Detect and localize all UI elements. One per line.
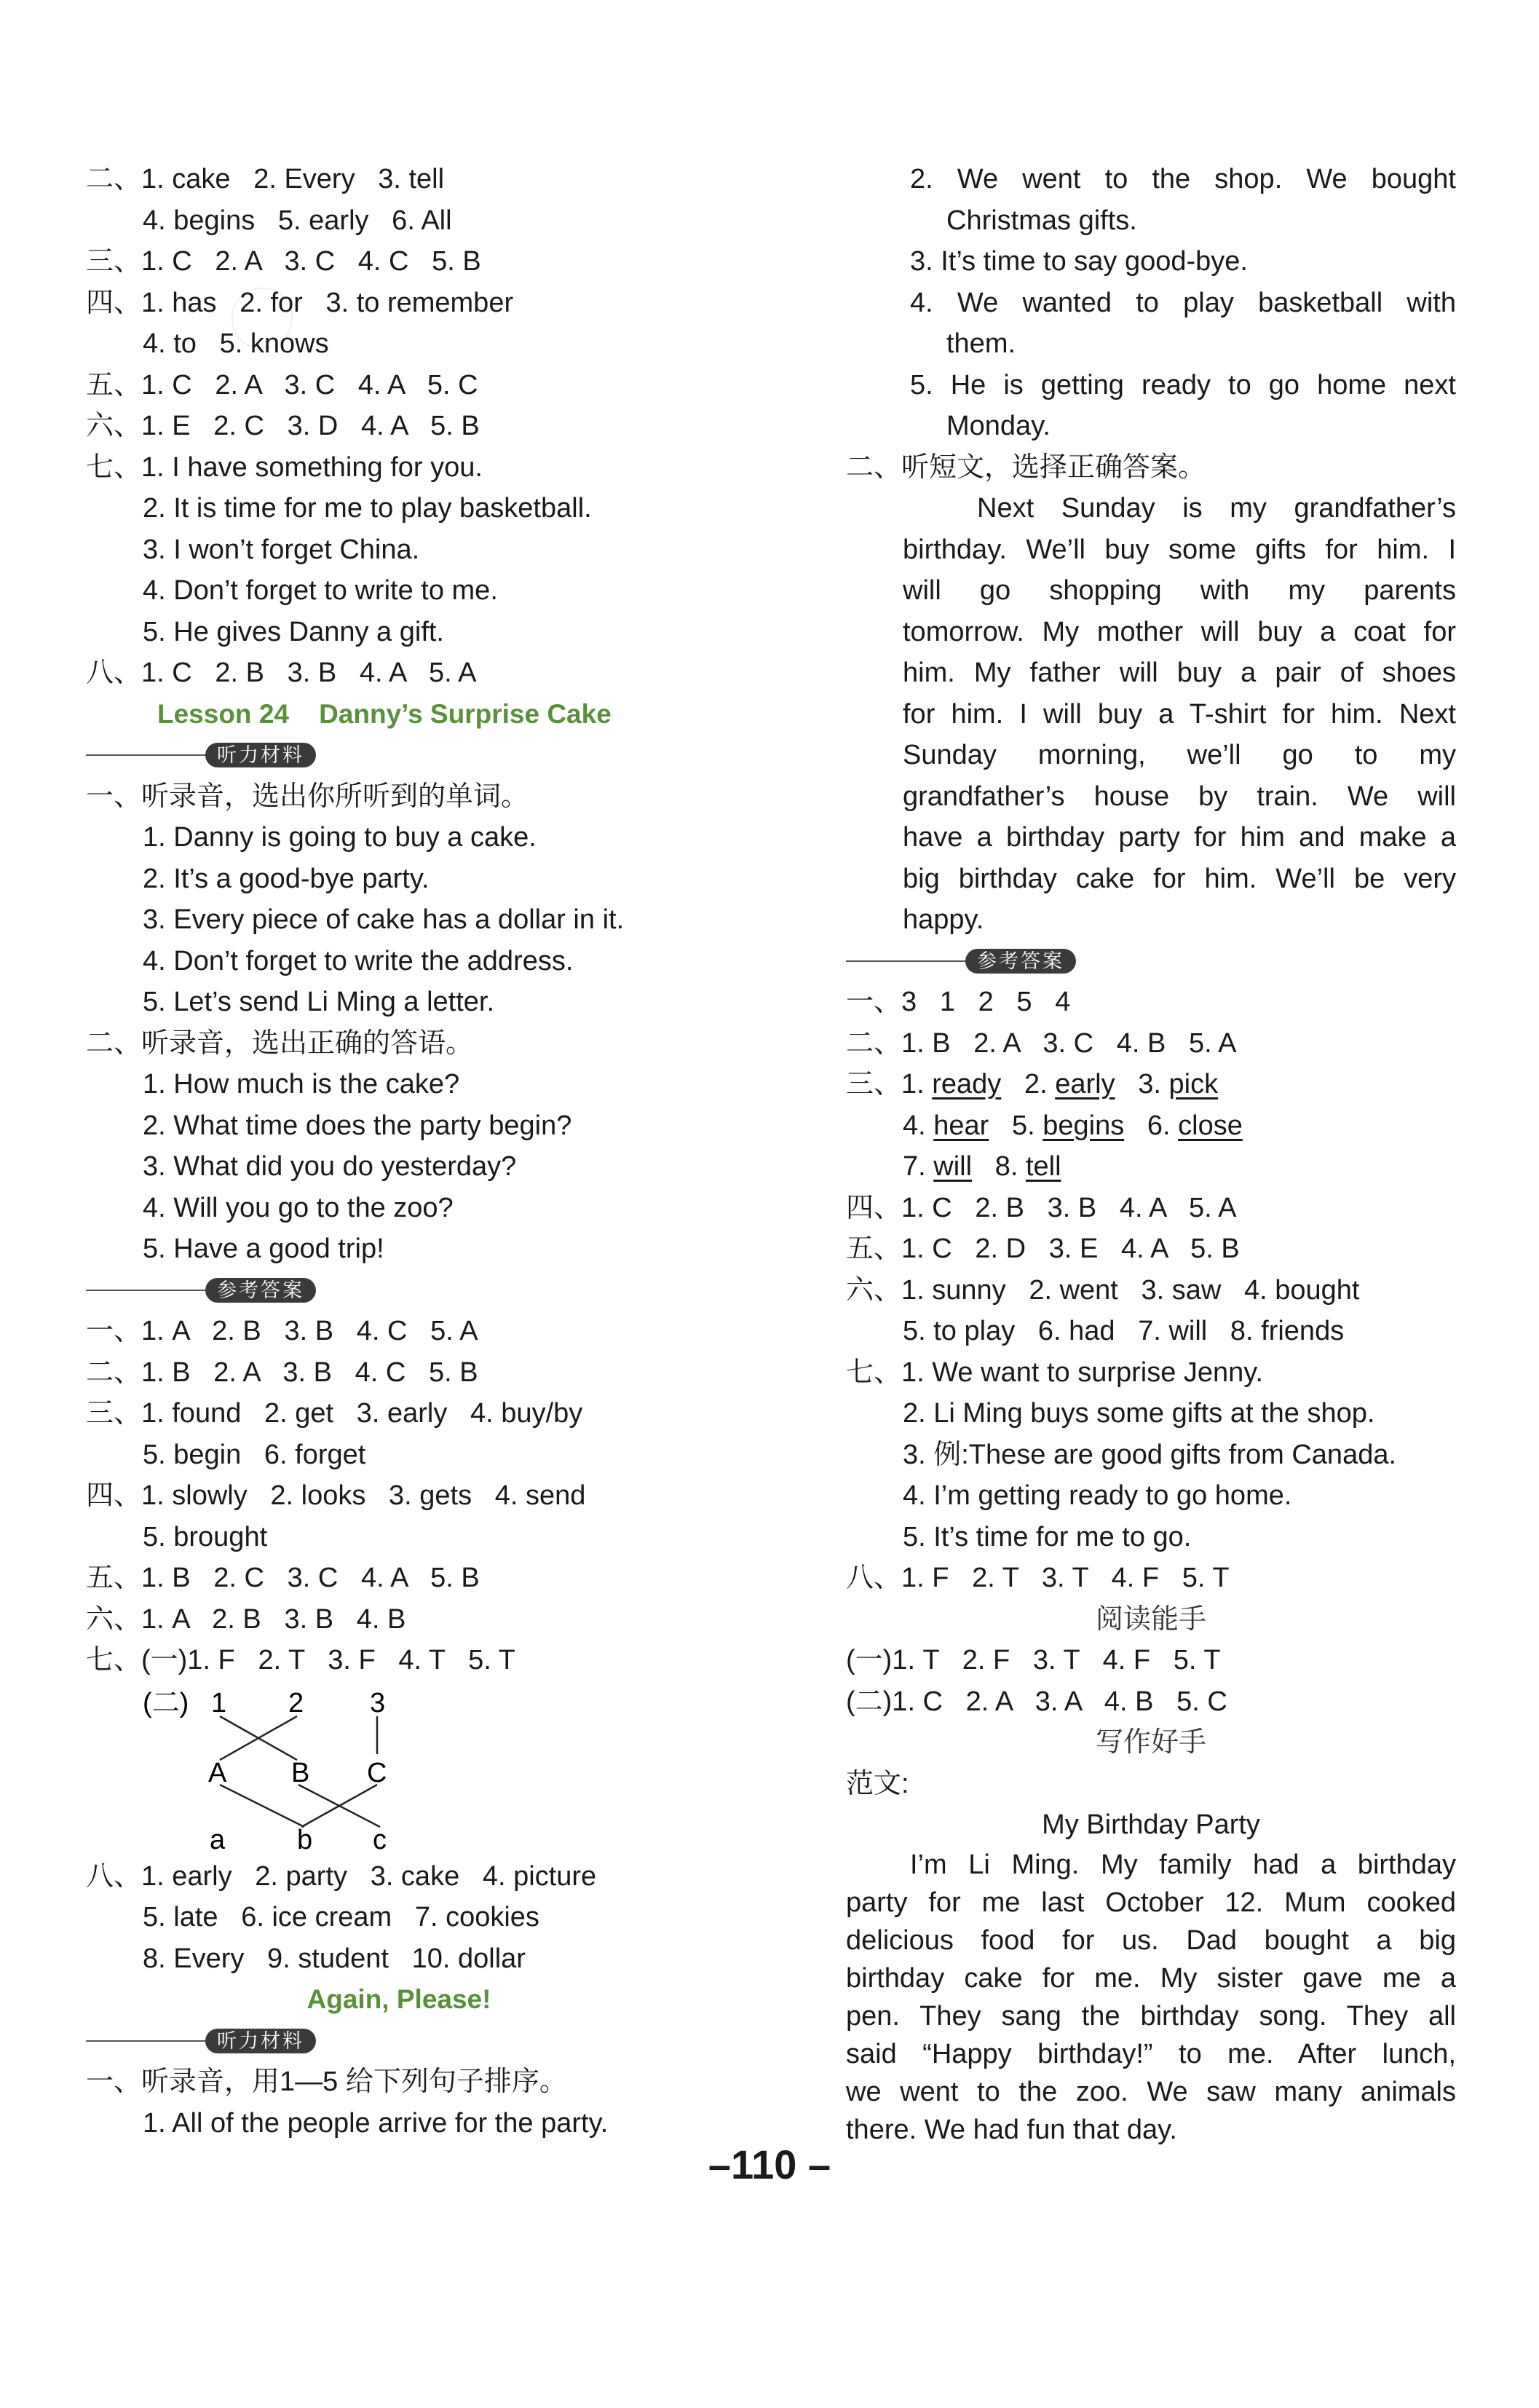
answer-key-header bbox=[846, 941, 1456, 982]
section-title: 二、听录音，选出正确的答语。 bbox=[86, 1027, 474, 1059]
underlined-word: close bbox=[1178, 1110, 1243, 1141]
answer-line: 5. It’s time for me to go. bbox=[903, 1521, 1192, 1552]
answer-number: 3. bbox=[1115, 1069, 1169, 1100]
essay-line: birthday cake for me. My sister gave me a bbox=[846, 1962, 1456, 1994]
essay-line: there. We had fun that day. bbox=[846, 2114, 1177, 2145]
answer-line-underlined bbox=[846, 1064, 1456, 1105]
matching-diagram bbox=[86, 1681, 712, 1856]
answer-line: 六、1. sunny 2. went 3. saw 4. bought bbox=[846, 1274, 1360, 1306]
listening-item: 5. Let’s send Li Ming a letter. bbox=[143, 987, 495, 1017]
answer-line: 四、1. C 2. B 3. B 4. A 5. A bbox=[846, 1192, 1237, 1223]
listening-item: 5. He is getting ready to go home next bbox=[910, 369, 1456, 400]
again-please-title: Again, Please! bbox=[306, 1984, 491, 2014]
underlined-word: tell bbox=[1025, 1151, 1061, 1182]
essay-line: I’m Li Ming. My family had a birthday bbox=[910, 1849, 1456, 1880]
answer-line-underlined bbox=[846, 1105, 1456, 1147]
passage-line: happy. bbox=[903, 904, 984, 935]
answer-number: 5. bbox=[989, 1110, 1043, 1141]
answer-line: 5. brought bbox=[143, 1521, 268, 1552]
match-mid-a: A bbox=[208, 1757, 227, 1788]
answer-number: 6. bbox=[1124, 1110, 1179, 1141]
answer-line: 4. Don’t forget to write to me. bbox=[143, 575, 498, 606]
answer-key-header bbox=[86, 1270, 712, 1311]
section-title: 二、听短文，选择正确答案。 bbox=[846, 451, 1206, 483]
answer-line: 八、1. C 2. B 3. B 4. A 5. A bbox=[86, 658, 477, 688]
listening-item: 3. It’s time to say good-bye. bbox=[910, 246, 1248, 277]
right-column bbox=[846, 159, 1456, 2149]
answer-line: 五、1. B 2. C 3. C 4. A 5. B bbox=[86, 1563, 480, 1593]
answers-badge: 参考答案 bbox=[965, 949, 1076, 974]
match-mid-c: C bbox=[367, 1757, 387, 1788]
answer-line: 3. I won’t forget China. bbox=[143, 534, 420, 565]
answer-line: 六、1. E 2. C 3. D 4. A 5. B bbox=[86, 411, 480, 441]
essay-line: pen. They sang the birthday song. They all bbox=[846, 2000, 1456, 2032]
match-line-b-c bbox=[298, 1785, 380, 1827]
match-mid-b: B bbox=[291, 1757, 310, 1788]
answer-number: 4. bbox=[903, 1110, 934, 1141]
answer-line: 六、1. A 2. B 3. B 4. B bbox=[86, 1603, 406, 1635]
essay-line: we went to the zoo. We saw many animals bbox=[846, 2076, 1456, 2107]
left-column bbox=[86, 159, 712, 2144]
passage-line: tomorrow. My mother will buy a coat for bbox=[903, 616, 1456, 647]
listening-item: 4. Don’t forget to write the address. bbox=[143, 945, 574, 976]
answer-line: 3. 例:These are good gifts from Canada. bbox=[903, 1439, 1397, 1470]
underlined-word: ready bbox=[932, 1069, 1002, 1100]
listening-item: 3. Every piece of cake has a dollar in it. bbox=[143, 904, 625, 935]
answer-number: 7. bbox=[903, 1151, 934, 1182]
answer-line: 二、1. cake 2. Every 3. tell bbox=[86, 164, 445, 194]
passage-line: grandfather’s house by train. We will bbox=[903, 781, 1456, 812]
answer-line: 2. Li Ming buys some gifts at the shop. bbox=[903, 1398, 1375, 1429]
underlined-word: early bbox=[1055, 1069, 1115, 1100]
header-rule bbox=[846, 960, 970, 962]
match-line-a-b bbox=[220, 1785, 304, 1827]
page-number: –110 – bbox=[708, 2141, 831, 2187]
answer-line: 七、1. I have something for you. bbox=[86, 451, 483, 483]
underlined-word: pick bbox=[1168, 1069, 1219, 1100]
answer-prefix: 三、1. bbox=[846, 1069, 933, 1100]
answer-line: 七、(一)1. F 2. T 3. F 4. T 5. T bbox=[86, 1645, 515, 1675]
header-rule bbox=[86, 2040, 210, 2042]
sample-label: 范文: bbox=[846, 1768, 909, 1799]
answer-line: 三、1. found 2. get 3. early 4. buy/by bbox=[86, 1398, 583, 1429]
answer-line: 五、1. C 2. A 3. C 4. A 5. C bbox=[86, 369, 478, 400]
essay-title: My Birthday Party bbox=[1042, 1809, 1260, 1840]
listening-badge: 听力材料 bbox=[205, 2029, 316, 2053]
passage-line: birthday. We’ll buy some gifts for him. I bbox=[903, 534, 1456, 565]
essay-line: said “Happy birthday!” to me. After lunch, bbox=[846, 2038, 1456, 2069]
answer-line: 4. I’m getting ready to go home. bbox=[903, 1480, 1292, 1511]
listening-item: 2. We went to the shop. We bought bbox=[910, 164, 1456, 194]
answer-line: 二、1. B 2. A 3. B 4. C 5. B bbox=[86, 1357, 478, 1388]
answer-line: 二、1. B 2. A 3. C 4. B 5. A bbox=[846, 1027, 1237, 1059]
answer-line: (二)1. C 2. A 3. A 4. B 5. C bbox=[846, 1686, 1227, 1717]
passage-line: him. My father will buy a pair of shoes bbox=[903, 658, 1456, 688]
essay-line: delicious food for us. Dad bought a big bbox=[846, 1925, 1456, 1956]
listening-material-header bbox=[86, 735, 712, 776]
answers-badge: 参考答案 bbox=[205, 1278, 316, 1303]
answer-line: 八、1. early 2. party 3. cake 4. picture bbox=[86, 1860, 597, 1892]
answer-line: (一)1. T 2. F 3. T 4. F 5. T bbox=[846, 1645, 1221, 1675]
section-title: 一、听录音，选出你所听到的单词。 bbox=[86, 781, 529, 812]
answer-line: 八、1. F 2. T 3. T 4. F 5. T bbox=[846, 1563, 1230, 1593]
listening-item: 4. We wanted to play basketball with bbox=[910, 287, 1456, 318]
answer-line: 四、1. has 2. for 3. to remember bbox=[86, 287, 514, 318]
listening-item: 3. What did you do yesterday? bbox=[143, 1151, 517, 1182]
listening-material-header bbox=[86, 2021, 712, 2062]
listening-item: 4. Will you go to the zoo? bbox=[143, 1192, 454, 1223]
underlined-word: will bbox=[933, 1151, 973, 1182]
answer-line-underlined bbox=[846, 1146, 1456, 1188]
reading-section-title: 阅读能手 bbox=[1095, 1603, 1206, 1635]
underlined-word: begins bbox=[1043, 1110, 1125, 1141]
listening-item: 2. What time does the party begin? bbox=[143, 1110, 572, 1141]
answer-line: 5. He gives Danny a gift. bbox=[143, 616, 444, 647]
answer-line: 五、1. C 2. D 3. E 4. A 5. B bbox=[846, 1233, 1240, 1264]
listening-badge: 听力材料 bbox=[205, 743, 316, 767]
answer-line: 4. to 5. knows bbox=[143, 328, 329, 359]
answer-line: 一、3 1 2 5 4 bbox=[846, 987, 1071, 1017]
match-label: (二) bbox=[143, 1687, 189, 1718]
passage-line: will go shopping with my parents bbox=[903, 575, 1456, 606]
listening-item-cont: Christmas gifts. bbox=[946, 205, 1137, 236]
section-title: 一、听录音，用1—5 给下列句子排序。 bbox=[86, 2066, 567, 2097]
answer-number: 8. bbox=[972, 1151, 1026, 1182]
passage-line: for him. I will buy a T-shirt for him. Next bbox=[903, 698, 1456, 730]
listening-item: 1. All of the people arrive for the party. bbox=[143, 2107, 609, 2139]
header-rule bbox=[86, 754, 210, 756]
match-bottom-a: a bbox=[210, 1824, 226, 1855]
answer-line: 一、1. A 2. B 3. B 4. C 5. A bbox=[86, 1316, 478, 1346]
header-rule bbox=[86, 1290, 210, 1291]
listening-item: 1. Danny is going to buy a cake. bbox=[143, 822, 537, 853]
match-top-2: 2 bbox=[288, 1687, 304, 1718]
answer-line: 5. to play 6. had 7. will 8. friends bbox=[903, 1316, 1345, 1346]
passage-line: Next Sunday is my grandfather’s bbox=[977, 493, 1456, 524]
listening-item: 1. How much is the cake? bbox=[143, 1069, 460, 1100]
listening-item-cont: Monday. bbox=[946, 411, 1051, 441]
listening-item: 5. Have a good trip! bbox=[143, 1233, 384, 1264]
answer-line: 七、1. We want to surprise Jenny. bbox=[846, 1357, 1264, 1388]
lesson-title: Lesson 24 Danny’s Surprise Cake bbox=[157, 698, 612, 729]
essay-line: party for me last October 12. Mum cooked bbox=[846, 1887, 1456, 1918]
answer-line: 四、1. slowly 2. looks 3. gets 4. send bbox=[86, 1480, 586, 1511]
answer-line: 三、1. C 2. A 3. C 4. C 5. B bbox=[86, 246, 481, 277]
match-bottom-b: b bbox=[297, 1824, 313, 1855]
answer-number: 2. bbox=[1001, 1069, 1056, 1100]
answer-line: 8. Every 9. student 10. dollar bbox=[143, 1943, 526, 1974]
matching-lines-svg bbox=[86, 1681, 450, 1856]
passage-line: Sunday morning, we’ll go to my bbox=[903, 740, 1456, 770]
match-top-3: 3 bbox=[370, 1687, 386, 1718]
underlined-word: hear bbox=[933, 1110, 989, 1141]
passage-line: have a birthday party for him and make a bbox=[903, 822, 1456, 853]
match-bottom-c: c bbox=[373, 1824, 387, 1855]
answer-line: 4. begins 5. early 6. All bbox=[143, 205, 452, 236]
match-top-1: 1 bbox=[211, 1687, 227, 1718]
answer-line: 5. begin 6. forget bbox=[143, 1439, 366, 1470]
answer-line: 2. It is time for me to play basketball. bbox=[143, 493, 592, 524]
listening-item: 2. It’s a good-bye party. bbox=[143, 863, 430, 894]
passage-line: big birthday cake for him. We’ll be very bbox=[903, 863, 1456, 894]
answer-line: 5. late 6. ice cream 7. cookies bbox=[143, 1902, 539, 1933]
writing-section-title: 写作好手 bbox=[1095, 1727, 1206, 1758]
listening-item-cont: them. bbox=[946, 328, 1016, 359]
